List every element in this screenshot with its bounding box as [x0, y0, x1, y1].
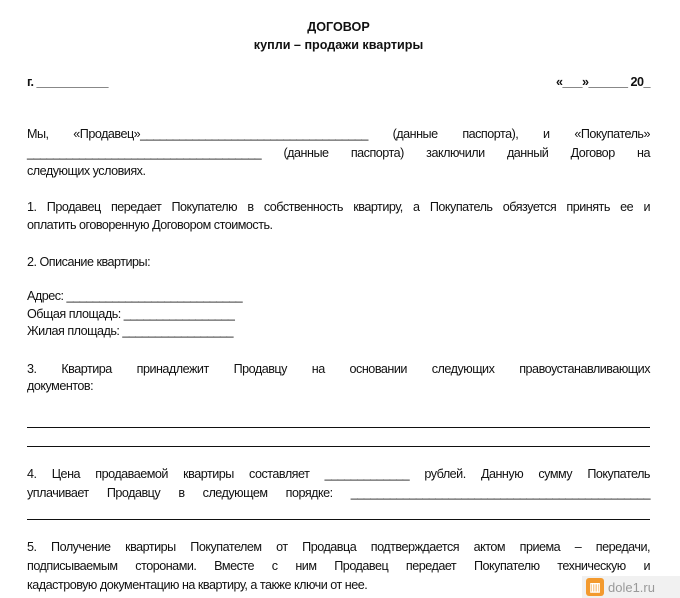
living-area-field: Жилая площадь: _________________: [27, 324, 233, 338]
intro-line: Мы, «Продавец»___________________________________ (данные паспорта), и «Покупатель»: [27, 127, 650, 141]
intro-line: следующих условиях.: [27, 164, 146, 178]
watermark: [582, 576, 680, 598]
blank-line: [27, 446, 650, 447]
clause-1-line: оплатить оговоренную Договором стоимость.: [27, 218, 273, 232]
blank-line: [27, 519, 650, 520]
clause-5-line: подписываемым сторонами. Вместе с ним Продавец передает Покупателю техническую и: [27, 559, 650, 573]
clause-5-line: 5. Получение квартиры Покупателем от Продавца подтверждается актом приема – передачи,: [27, 540, 650, 554]
doc-subtitle: купли – продажи квартиры: [253, 38, 424, 52]
clause-5-line: кадастровую документацию на квартиру, а также ключи от нее.: [27, 578, 368, 592]
total-area-field: Общая площадь: _________________: [27, 307, 235, 321]
clause-4-line: 4. Цена продаваемой квартиры составляет _____________ рублей. Данную сумму Покупатель: [27, 467, 650, 481]
clause-2-heading: 2. Описание квартиры:: [27, 255, 151, 269]
clause-3-line: 3. Квартира принадлежит Продавцу на основании следующих правоустанавливающих: [27, 362, 650, 376]
building-icon: ▥: [586, 578, 604, 596]
clause-3-line: документов:: [27, 379, 94, 393]
date-field: «___»______ 20_: [555, 75, 650, 89]
doc-title: ДОГОВОР: [307, 20, 370, 34]
intro-line: ____________________________________ (данные паспорта) заключили данный Договор на: [27, 146, 650, 160]
address-field: Адрес: ___________________________: [27, 289, 243, 303]
clause-4-line: уплачивает Продавцу в следующем порядке: ______________________________________________: [27, 486, 650, 500]
blank-line: [27, 427, 650, 428]
watermark-text: dole1.ru: [608, 579, 655, 595]
clause-1-line: 1. Продавец передает Покупателю в собственность квартиру, а Покупатель обязуется принять ее и: [27, 200, 650, 214]
city-field: г. ___________: [27, 75, 109, 89]
